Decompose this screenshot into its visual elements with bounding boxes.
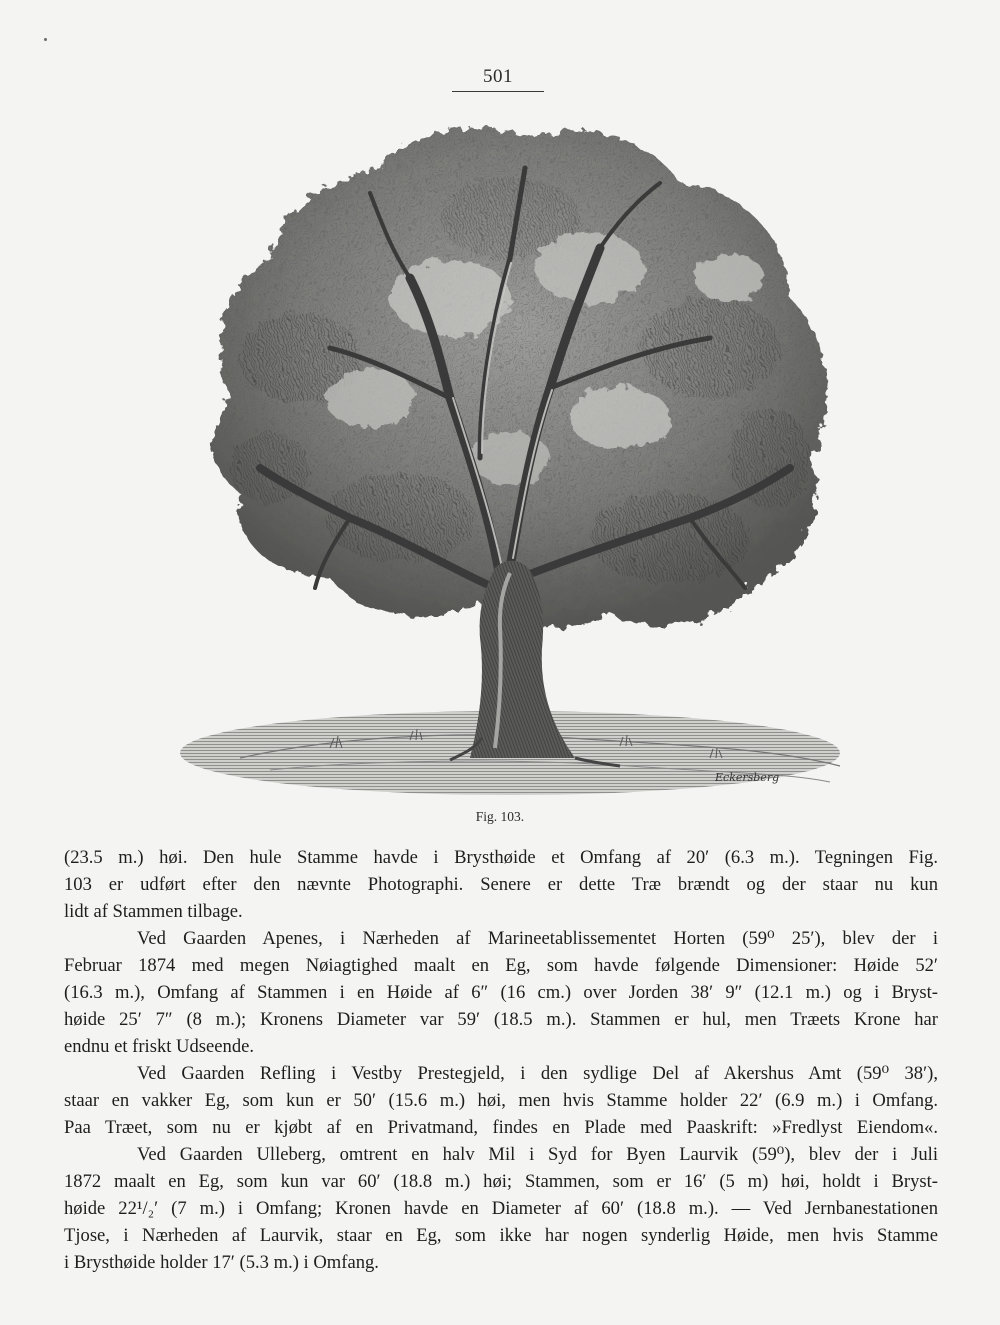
text-line: Februar 1874 med megen Nøiagtighed maalt en Eg, som havde følgende Dimensioner: Høide 52′	[64, 955, 938, 976]
text-line: (23.5 m.) høi. Den hule Stamme havde i Brysthøide et Omfang af 20′ (6.3 m.). Tegningen Fig.	[64, 847, 938, 868]
text-line: staar en vakker Eg, som kun er 50′ (15.6 m.) høi, men hvis Stamme holder 22′ (6.9 m.) i Omfang.	[64, 1090, 938, 1111]
paragraph	[64, 1060, 938, 1141]
text-line: Ved Gaarden Refling i Vestby Prestegjeld, i den sydlige Del af Akershus Amt (59⁰ 38′),	[137, 1063, 938, 1084]
artist-signature: Eckersberg	[715, 771, 780, 784]
page-number-rule	[452, 91, 544, 92]
paper-speck	[44, 38, 47, 41]
paragraph	[64, 1141, 938, 1276]
text-line: (16.3 m.), Omfang af Stammen i en Høide af 6″ (16 cm.) over Jorden 38′ 9″ (12.1 m.) og i Bryst-	[64, 982, 938, 1003]
body-text	[64, 844, 938, 1276]
text-line: endnu et friskt Udseende.	[64, 1036, 255, 1057]
paragraph	[64, 925, 938, 1060]
text-line: lidt af Stammen tilbage.	[64, 901, 243, 922]
text-line: Paa Træet, som nu er kjøbt af en Privatmand, findes en Plade med Paaskrift: »Fredlyst Eiendom«.	[64, 1117, 938, 1138]
paragraph	[64, 844, 938, 925]
figure-caption: Fig. 103.	[475, 809, 525, 824]
text-line: i Brysthøide holder 17′ (5.3 m.) i Omfang.	[64, 1252, 379, 1273]
text-line: høide 22¹/₂′ (7 m.) i Omfang; Kronen havde en Diameter af 60′ (18.8 m.). — Ved Jernbanestationen	[64, 1198, 938, 1219]
text-line: 103 er udført efter den nævnte Photographi. Senere er dette Træ brændt og der staar nu kun	[64, 874, 938, 895]
text-line: Ved Gaarden Apenes, i Nærheden af Marineetablissementet Horten (59⁰ 25′), blev der i	[137, 928, 938, 949]
text-line: Tjose, i Nærheden af Laurvik, staar en Eg, som ikke har nogen synderlig Høide, men hvis Stamme	[64, 1225, 938, 1246]
oak-tree-engraving	[150, 98, 850, 798]
text-line: 1872 maalt en Eg, som kun var 60′ (18.8 m.) høi; Stammen, som er 16′ (5 m) høi, holdt i Bryst-	[64, 1171, 938, 1192]
text-line: Ved Gaarden Ulleberg, omtrent en halv Mil i Syd for Byen Laurvik (59⁰), blev der i Juli	[137, 1144, 938, 1165]
text-line: høide 25′ 7″ (8 m.); Kronens Diameter var 59′ (18.5 m.). Stammen er hul, men Træets Krone har	[64, 1009, 938, 1030]
page-number: 501	[483, 66, 513, 87]
oak-tree-illustration	[150, 98, 850, 798]
